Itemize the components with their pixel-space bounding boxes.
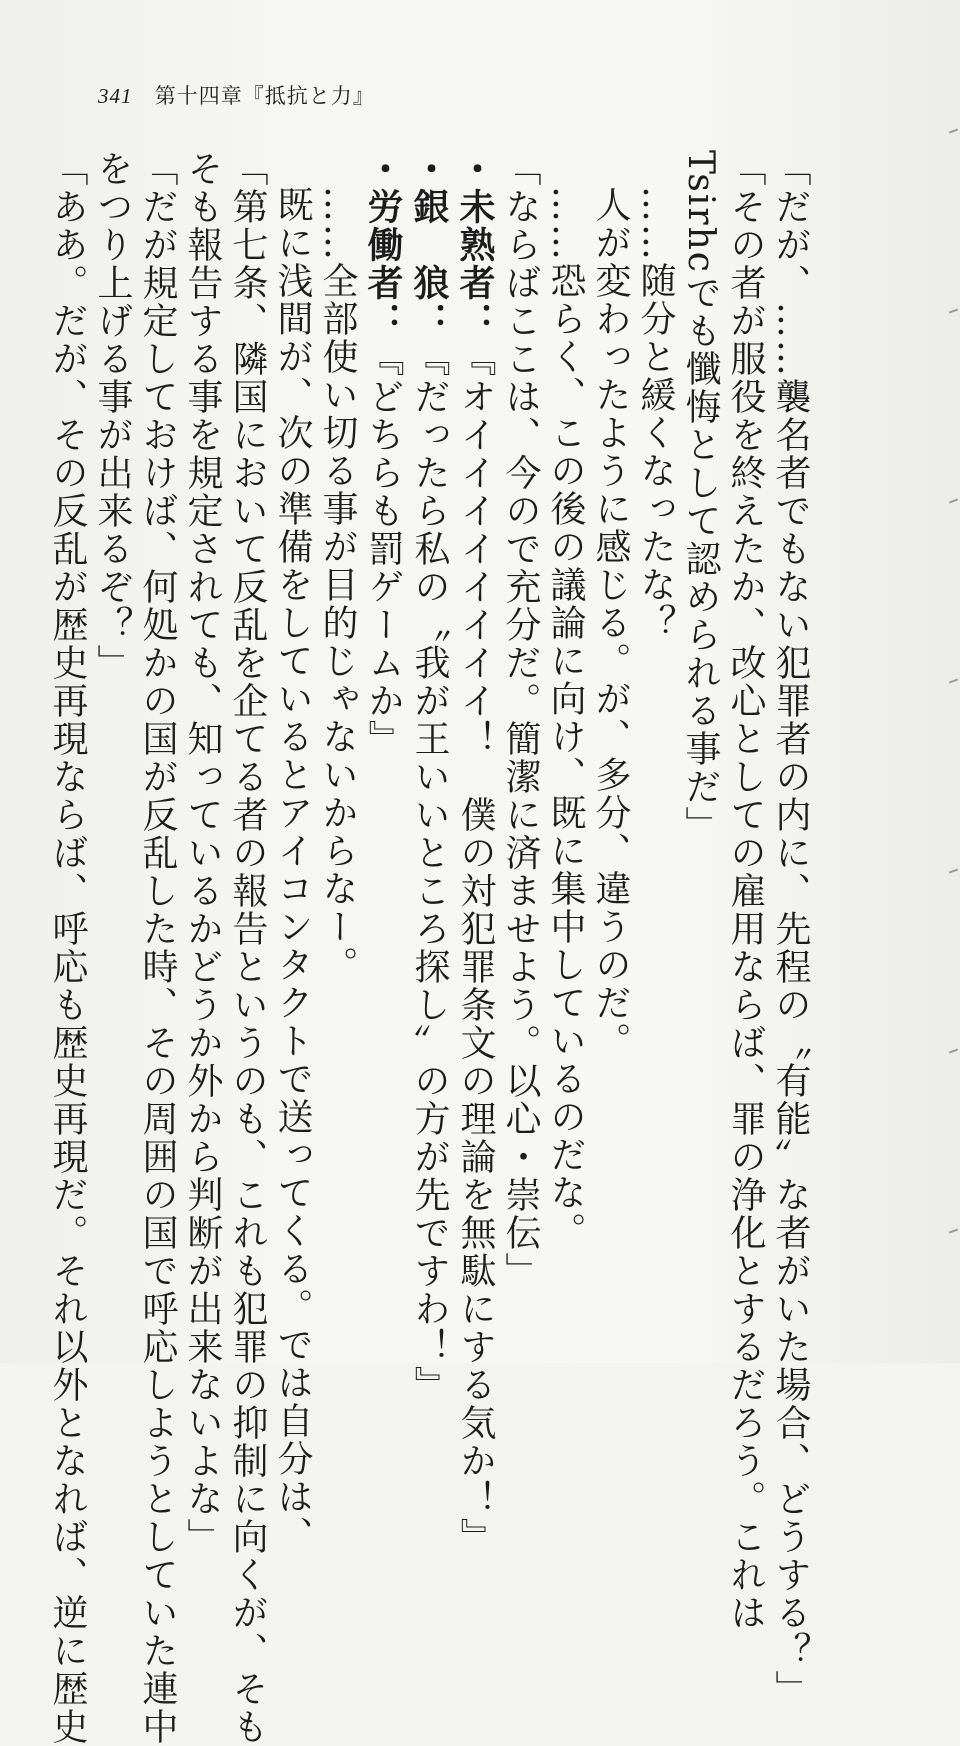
edge-mark	[949, 679, 958, 684]
text-line: 「第七条、隣国において反乱を企てる者の報告というのも、これも犯罪の抑制に向くが、そも	[227, 150, 268, 1746]
text-line: 「その者が服役を終えたか、改心としての雇用ならば、罪の浄化とするだろう。これは	[725, 150, 766, 1632]
chat-line-ginrou	[406, 150, 452, 1404]
text-line: 人が変わったように感じる。が、多分、違うのだ。	[590, 186, 631, 1060]
page-number: 341	[98, 84, 133, 108]
text-line: そも報告する事を規定されても、知っているかどうか外から判断が出来ないよな」	[182, 150, 223, 1556]
text-line: Tsirhcでも懺悔として認められる事だ」	[680, 150, 721, 844]
text-line: 「だが、……襲名者でもない犯罪者の内に、先程の〝有能〟な者がいた場合、どうする？」	[770, 150, 811, 1708]
chat-message: 『だったら私の〝我が王いいところ探し〟の方が先ですわ！』	[409, 340, 450, 1404]
edge-mark	[949, 129, 958, 134]
edge-mark	[949, 1229, 958, 1234]
chapter-title: 第十四章『抵抗と力』	[154, 84, 375, 108]
chat-line-mijukusha	[452, 150, 498, 1556]
vertical-body-text	[47, 150, 813, 1746]
text-line: 既に浅間が、次の準備をしているとアイコンタクトで送ってくる。では自分は、	[272, 186, 313, 1554]
chat-message: 『どちらも罰ゲームか』	[363, 340, 404, 758]
chat-line-roudousha	[360, 150, 406, 1310]
text-line: 「ならばここは、今ので充分だ。簡潔に済ませよう。以心・崇伝」	[500, 150, 541, 1290]
chat-speaker-name: ・銀 狼：	[408, 150, 450, 340]
chat-speaker-name: ・労働者：	[362, 150, 404, 340]
text-line: ……随分と緩くなったな？	[635, 186, 676, 642]
chat-message: 『オイイイイイイイイ！ 僕の対犯罪条文の理論を無駄にする気か！』	[455, 340, 496, 1556]
text-line: ……全部使い切る事が目的じゃないからなー。	[317, 186, 358, 984]
text-line: 「ああ。だが、その反乱が歴史再現ならば、呼応も歴史再現だ。それ以外となれば、逆に歴史	[47, 150, 88, 1746]
text-line: ……恐らく、この後の議論に向け、既に集中しているのだな。	[545, 186, 586, 1250]
edge-mark	[949, 869, 958, 874]
scan-edge-marks	[946, 120, 960, 1260]
edge-mark	[949, 1049, 958, 1054]
running-header	[98, 80, 375, 110]
chat-speaker-name: ・未熟者：	[454, 150, 496, 340]
text-line: をつり上げる事が出来るぞ？」	[92, 150, 133, 682]
edge-mark	[949, 499, 958, 504]
edge-mark	[949, 309, 958, 314]
text-line: 「だが規定しておけば、何処かの国が反乱した時、その周囲の国で呼応しようとしていた連中	[137, 150, 178, 1746]
